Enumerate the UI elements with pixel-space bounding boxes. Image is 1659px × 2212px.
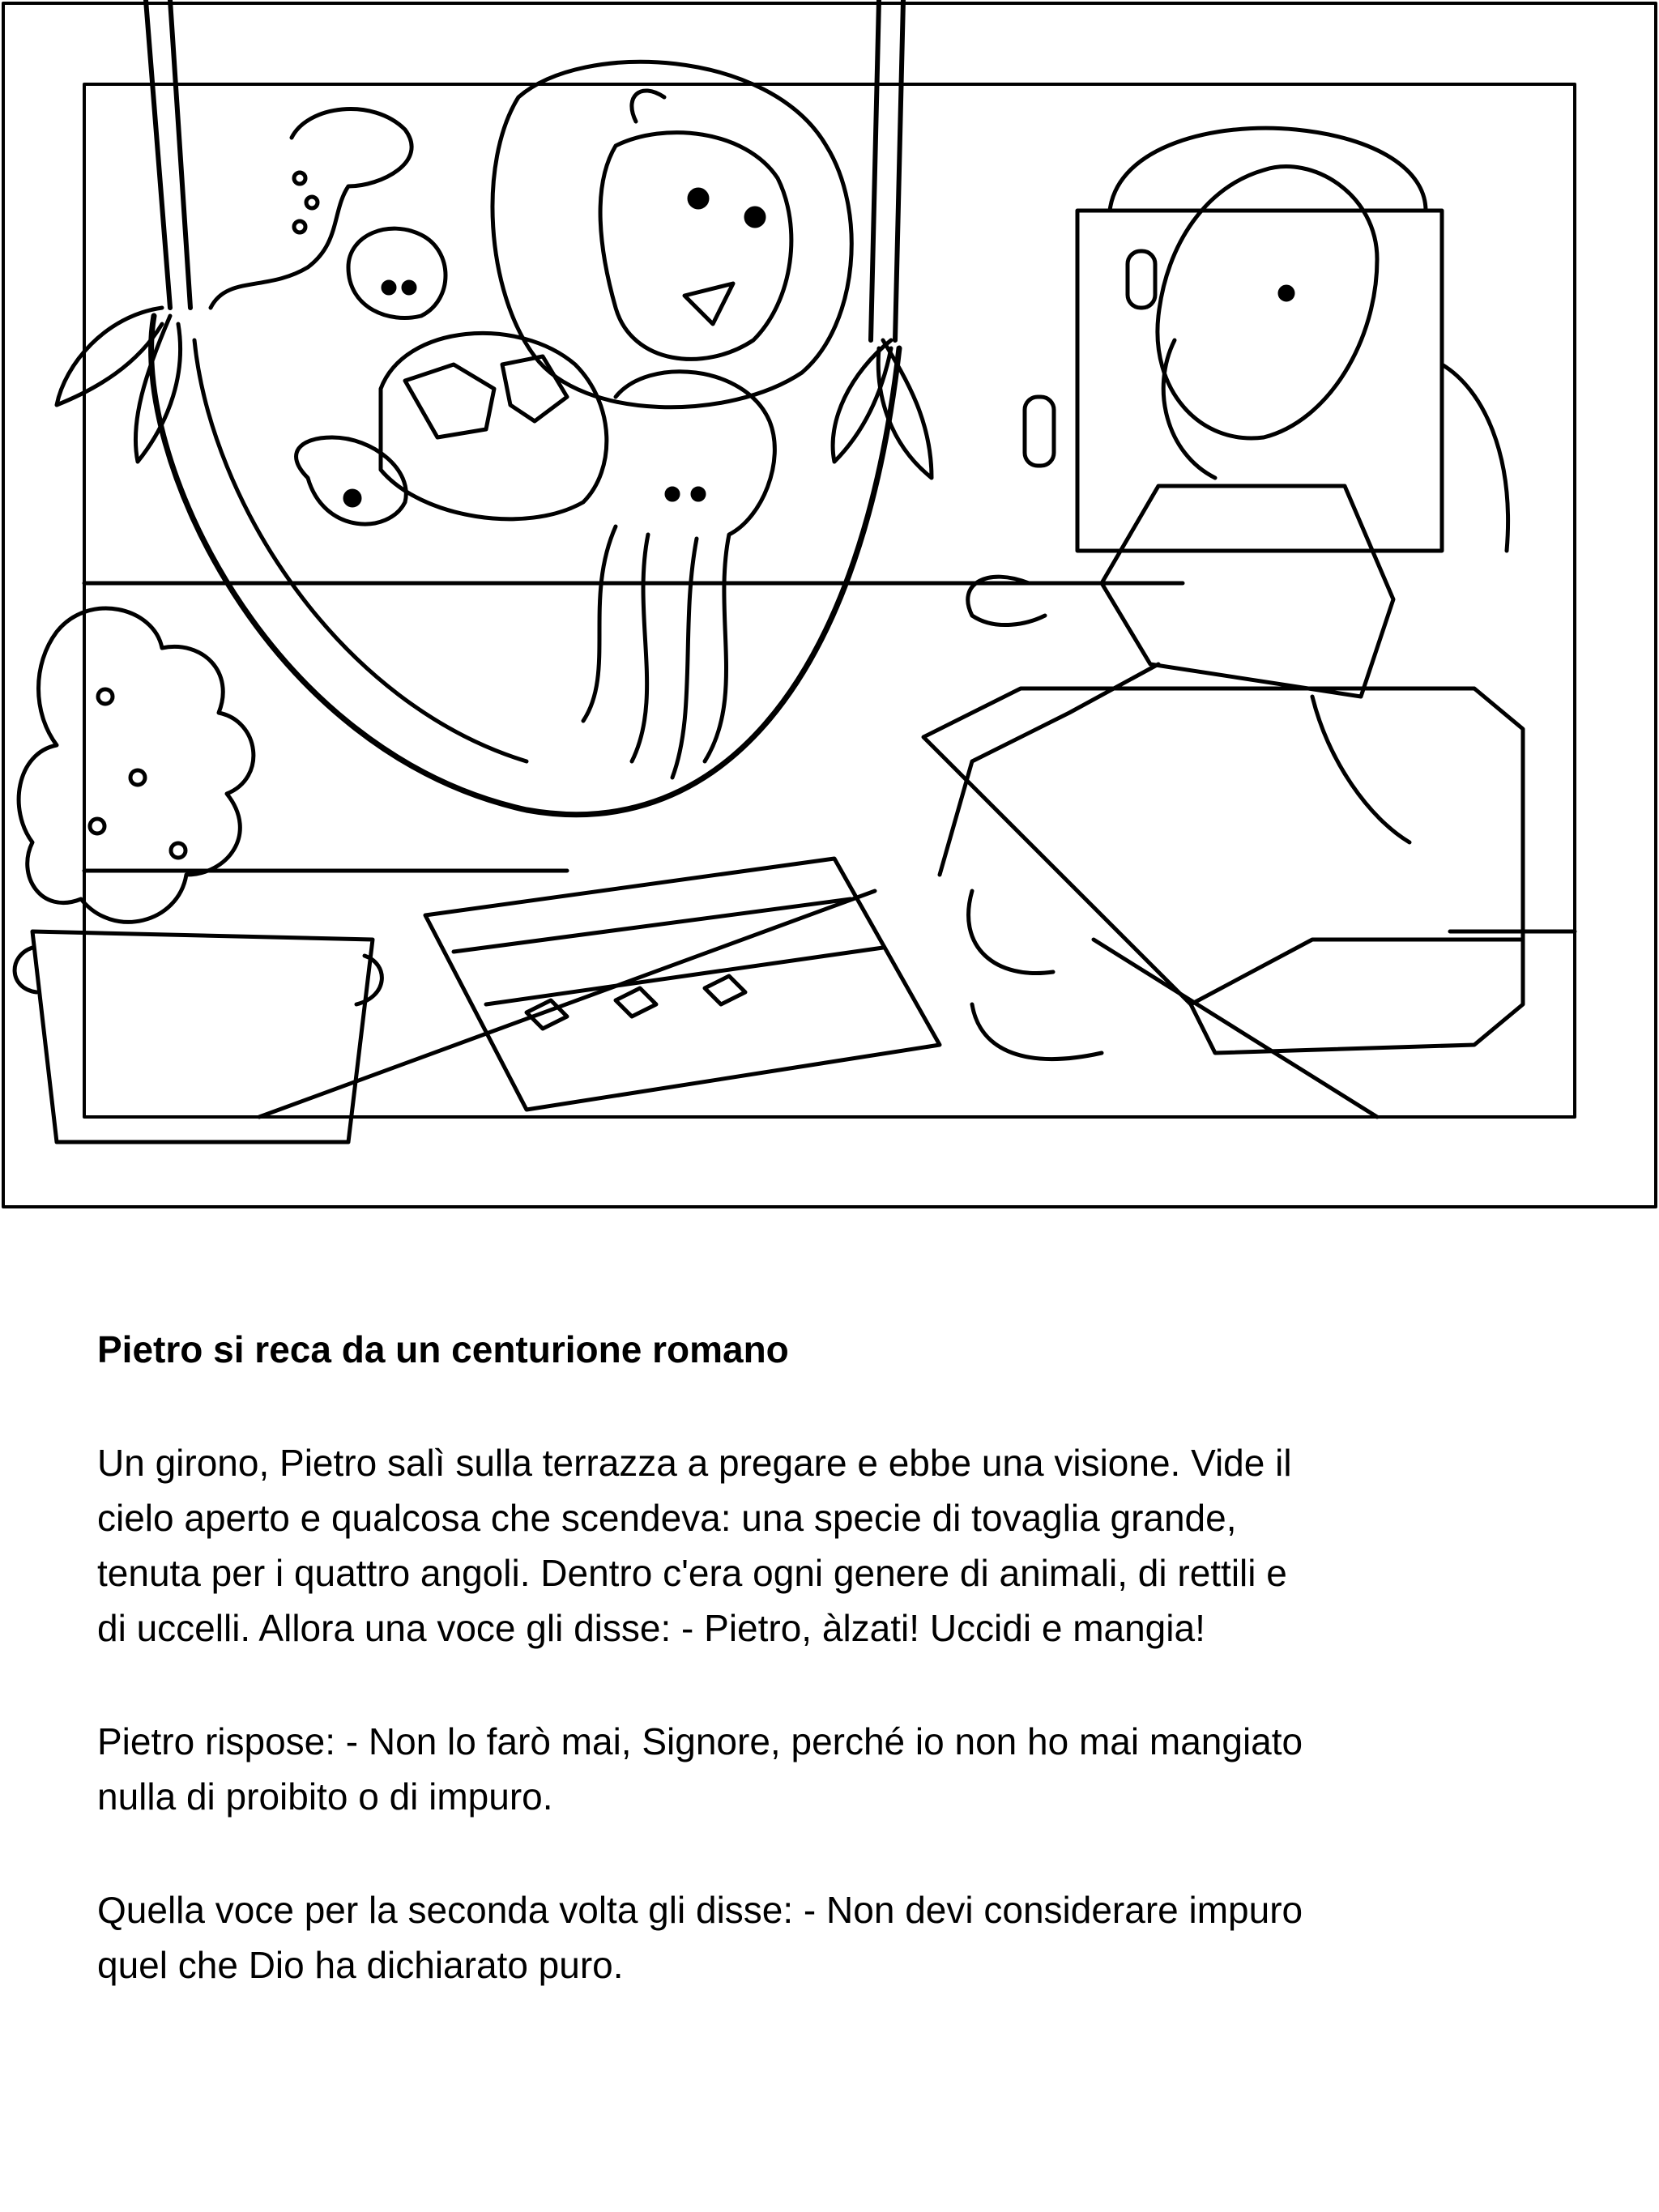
story-line: tenuta per i quattro angoli. Dentro c'era ogni genere di animali, di rettili e (97, 1552, 1287, 1594)
outer-border (3, 3, 1656, 1207)
story-line: Quella voce per la seconda volta gli disse: - Non devi considerare impuro (97, 1889, 1303, 1931)
octopus (583, 372, 774, 778)
ropes (146, 0, 903, 340)
story-line: quel che Dio ha dichiarato puro. (97, 1944, 624, 1986)
potted-plant (15, 608, 382, 1142)
story-line: di uccelli. Allora una voce gli disse: - Pietro, àlzati! Uccidi e mangia! (97, 1607, 1205, 1649)
scene-frame (84, 84, 1575, 1117)
story-title: Pietro si reca da un centurione romano (97, 1328, 789, 1370)
story-line: Un girono, Pietro salì sulla terrazza a pregare e ebbe una visione. Vide il (97, 1442, 1292, 1484)
story-line: Pietro rispose: - Non lo farò mai, Signore, perché io non ho mai mangiato (97, 1720, 1303, 1762)
sheet (151, 316, 899, 815)
dinosaur (211, 109, 412, 308)
story-paragraph-3 (97, 1882, 1572, 1993)
turtle (296, 333, 607, 524)
stone-seat (923, 688, 1523, 1053)
story-paragraph-2 (97, 1714, 1572, 1824)
lion (493, 62, 851, 407)
floor-tiles (259, 891, 1377, 1117)
sheet-fold (194, 340, 527, 761)
small-bird (348, 228, 446, 318)
story-text (97, 1322, 1572, 2051)
peter-figure (940, 167, 1410, 1059)
story-paragraph-1 (97, 1435, 1572, 1656)
story-line: nulla di proibito o di impuro. (97, 1775, 553, 1818)
story-line: cielo aperto e qualcosa che scendeva: una specie di tovaglia grande, (97, 1497, 1237, 1539)
